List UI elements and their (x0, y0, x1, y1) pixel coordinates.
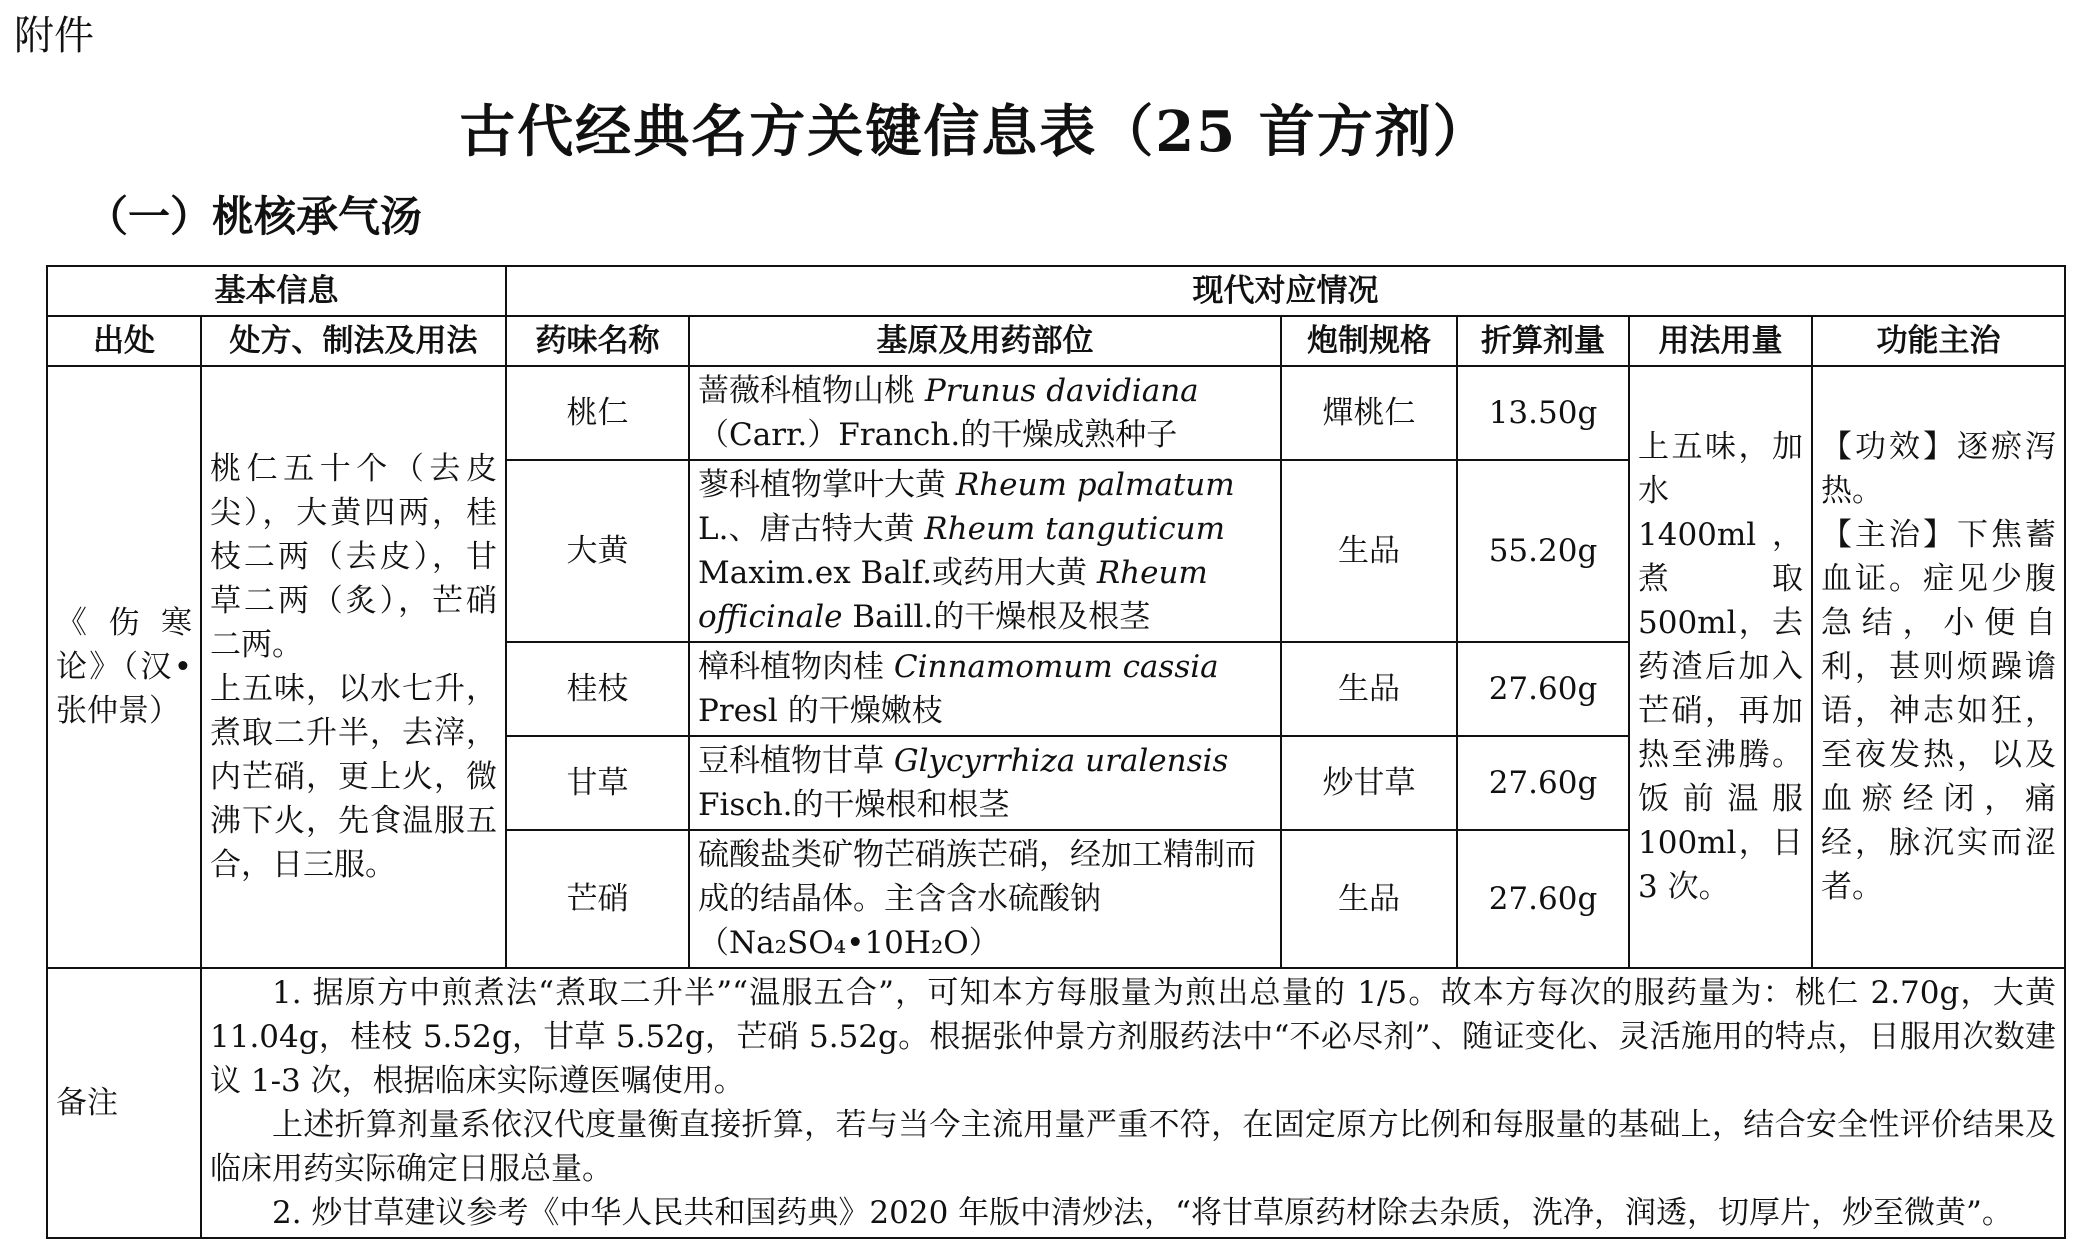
group-header-modern: 现代对应情况 (506, 266, 2065, 316)
column-header-row (47, 316, 2065, 366)
latin-name: Rheum officinale (698, 555, 1208, 635)
herb-origin (689, 366, 1281, 460)
origin-text: 硫酸盐类矿物芒硝族芒硝，经加工精制而成的结晶体。主含含水硫酸钠（Na₂SO₄•10H₂O） (698, 837, 1256, 961)
herb-processing: 炒甘草 (1281, 736, 1457, 830)
herb-name: 大黄 (506, 460, 689, 642)
col-header-processing: 炮制规格 (1281, 316, 1457, 366)
origin-text: Presl 的干燥嫩枝 (698, 693, 943, 729)
remarks-cell (201, 968, 2065, 1238)
herb-origin (689, 736, 1281, 830)
herb-name: 芒硝 (506, 830, 689, 968)
col-header-function: 功能主治 (1812, 316, 2065, 366)
section-title: （一）桃核承气汤 (86, 192, 423, 241)
remark-paragraph: 1. 据原方中煎煮法“煮取二升半”“温服五合”，可知本方每服量为煎出总量的 1/5。故本方每次的服药量为：桃仁 2.70g，大黄 11.04g，桂枝 5.52g，甘草 5.52g，芒硝 5.52g。根据张仲景方剂服药法中“不必尽剂”、随证变化、灵活施用的特点，日服用次数建议 1-3 次，根据临床实际遵医嘱使用。 (210, 975, 2056, 1099)
herb-origin (689, 642, 1281, 736)
herb-dose: 55.20g (1457, 460, 1629, 642)
latin-name: Cinnamomum cassia (893, 649, 1219, 685)
attachment-label: 附件 (14, 13, 94, 59)
source-cell: 《伤寒论》（汉•张仲景） (47, 366, 201, 968)
page-title: 古代经典名方关键信息表（25 首方剂） (459, 99, 1491, 165)
remarks-row (47, 968, 2065, 1238)
usage-cell: 上五味，加水 1400ml，煮取500ml，去药渣后加入芒硝，再加热至沸腾。饭前温服 100ml，日 3 次。 (1629, 366, 1812, 968)
origin-text: 樟科植物肉桂 (698, 649, 894, 685)
latin-name: Prunus davidiana (924, 373, 1199, 409)
col-header-origin: 基原及用药部位 (689, 316, 1281, 366)
prescription-cell (201, 366, 506, 968)
group-header-row (47, 266, 2065, 316)
herb-row (47, 366, 2065, 460)
col-header-source: 出处 (47, 316, 201, 366)
col-header-dose: 折算剂量 (1457, 316, 1629, 366)
herb-dose: 27.60g (1457, 830, 1629, 968)
herb-processing: 燀桃仁 (1281, 366, 1457, 460)
origin-text: 豆科植物甘草 (698, 743, 894, 779)
origin-text: L.、唐古特大黄 (698, 511, 925, 547)
col-header-herb: 药味名称 (506, 316, 689, 366)
formula-info-table (46, 265, 2066, 1239)
herb-processing: 生品 (1281, 460, 1457, 642)
function-cell (1812, 366, 2065, 968)
origin-text: 蔷薇科植物山桃 (698, 373, 925, 409)
efficacy-text: 【功效】逐瘀泻热。 (1821, 429, 2056, 509)
herb-origin (689, 460, 1281, 642)
remarks-label: 备注 (47, 968, 201, 1238)
latin-name: Rheum palmatum (955, 467, 1235, 503)
herb-name: 甘草 (506, 736, 689, 830)
latin-name: Rheum tanguticum (924, 511, 1225, 547)
group-header-basic: 基本信息 (47, 266, 506, 316)
herb-name: 桃仁 (506, 366, 689, 460)
remark-paragraph: 2. 炒甘草建议参考《中华人民共和国药典》2020 年版中清炒法，“将甘草原药材除去杂质，洗净，润透，切厚片，炒至微黄”。 (272, 1195, 2013, 1231)
remark-paragraph: 上述折算剂量系依汉代度量衡直接折算，若与当今主流用量严重不符，在固定原方比例和每服量的基础上，结合安全性评价结果及临床用药实际确定日服总量。 (210, 1107, 2056, 1187)
col-header-prescription: 处方、制法及用法 (201, 316, 506, 366)
latin-name: Glycyrrhiza uralensis (893, 743, 1229, 779)
origin-text: Maxim.ex Balf.或药用大黄 (698, 555, 1097, 591)
herb-dose: 13.50g (1457, 366, 1629, 460)
indication-text: 【主治】下焦蓄血证。症见少腹急结，小便自利，甚则烦躁谵语，神志如狂，至夜发热，以及血瘀经闭，痛经，脉沉实而涩者。 (1821, 517, 2056, 905)
origin-text: Fisch.的干燥根和根茎 (698, 787, 1010, 823)
origin-text: 蓼科植物掌叶大黄 (698, 467, 956, 503)
herb-dose: 27.60g (1457, 736, 1629, 830)
preparation-text: 上五味，以水七升，煮取二升半，去滓，内芒硝，更上火，微沸下火，先食温服五合，日三服。 (210, 671, 497, 883)
origin-text: （Carr.）Franch.的干燥成熟种子 (698, 417, 1178, 453)
herb-dose: 27.60g (1457, 642, 1629, 736)
prescription-text: 桃仁五十个（去皮尖），大黄四两，桂枝二两（去皮），甘草二两（炙），芒硝二两。 (210, 451, 497, 663)
herb-processing: 生品 (1281, 830, 1457, 968)
herb-processing: 生品 (1281, 642, 1457, 736)
herb-name: 桂枝 (506, 642, 689, 736)
origin-text: Baill.的干燥根及根茎 (842, 599, 1151, 635)
col-header-usage: 用法用量 (1629, 316, 1812, 366)
herb-origin (689, 830, 1281, 968)
